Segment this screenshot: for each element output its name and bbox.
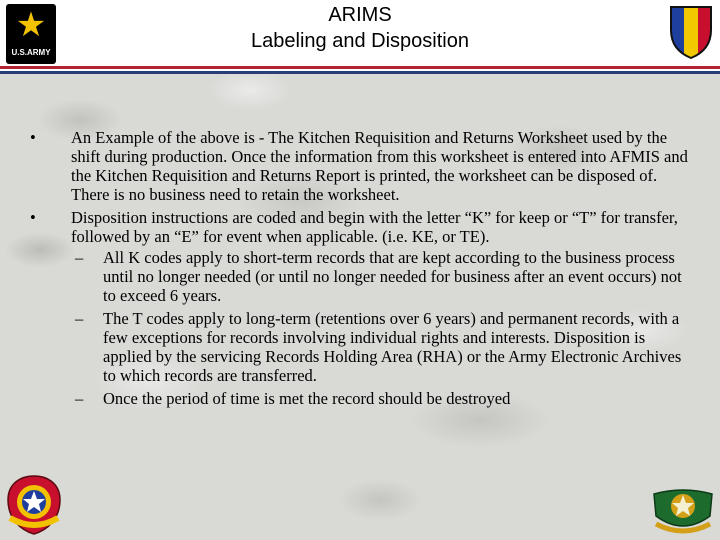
sub-bullet-item (71, 389, 690, 408)
support-starts-here-insignia-icon (4, 474, 64, 536)
bullet-list (30, 128, 690, 408)
slide-header (0, 0, 720, 66)
us-army-logo-text: U.S.ARMY (11, 48, 51, 57)
sub-bullet-text: Once the period of time is met the record should be destroyed (103, 389, 511, 408)
sub-bullet-item (71, 248, 690, 305)
title-line-2: Labeling and Disposition (251, 30, 469, 52)
us-army-logo (6, 4, 56, 64)
tricolor-shield-icon (668, 4, 714, 60)
title-line-1: ARIMS (328, 4, 392, 26)
sub-bullet-text: All K codes apply to short-term records that are kept according to the business process until no longer needed (or until no longer needed for business after an event occurs) not to exceed 6 years. (103, 248, 682, 305)
header-stripe-blue (0, 71, 720, 74)
sub-bullet-item (71, 309, 690, 385)
bullet-text: Disposition instructions are coded and begin with the letter “K” for keep or “T” for transfer, followed by an “E” for event when applicable. (i.e. KE, or TE). (71, 208, 678, 246)
slide-title (0, 2, 720, 54)
slide-body (30, 128, 690, 412)
bullet-item (30, 128, 690, 204)
sub-bullet-text: The T codes apply to long-term (retentions over 6 years) and permanent records, with a few exceptions for records involving individual rights and interests. Disposition is applied by the servicing Records Holding Area (RHA) or the Army Electronic Archives to which records are transferred. (103, 309, 682, 385)
star-icon: ★ (15, 5, 47, 45)
bullet-text: An Example of the above is - The Kitchen Requisition and Returns Worksheet used by the shift during production. Once the information from this worksheet is entered into AFMIS and the Kitchen Requisition and Returns Report is printed, the worksheet can be disposed of. There is no business need to retain the worksheet. (71, 128, 688, 204)
supporting-victory-insignia-icon (650, 486, 716, 538)
bullet-item (30, 208, 690, 408)
sub-bullet-list (71, 248, 690, 408)
